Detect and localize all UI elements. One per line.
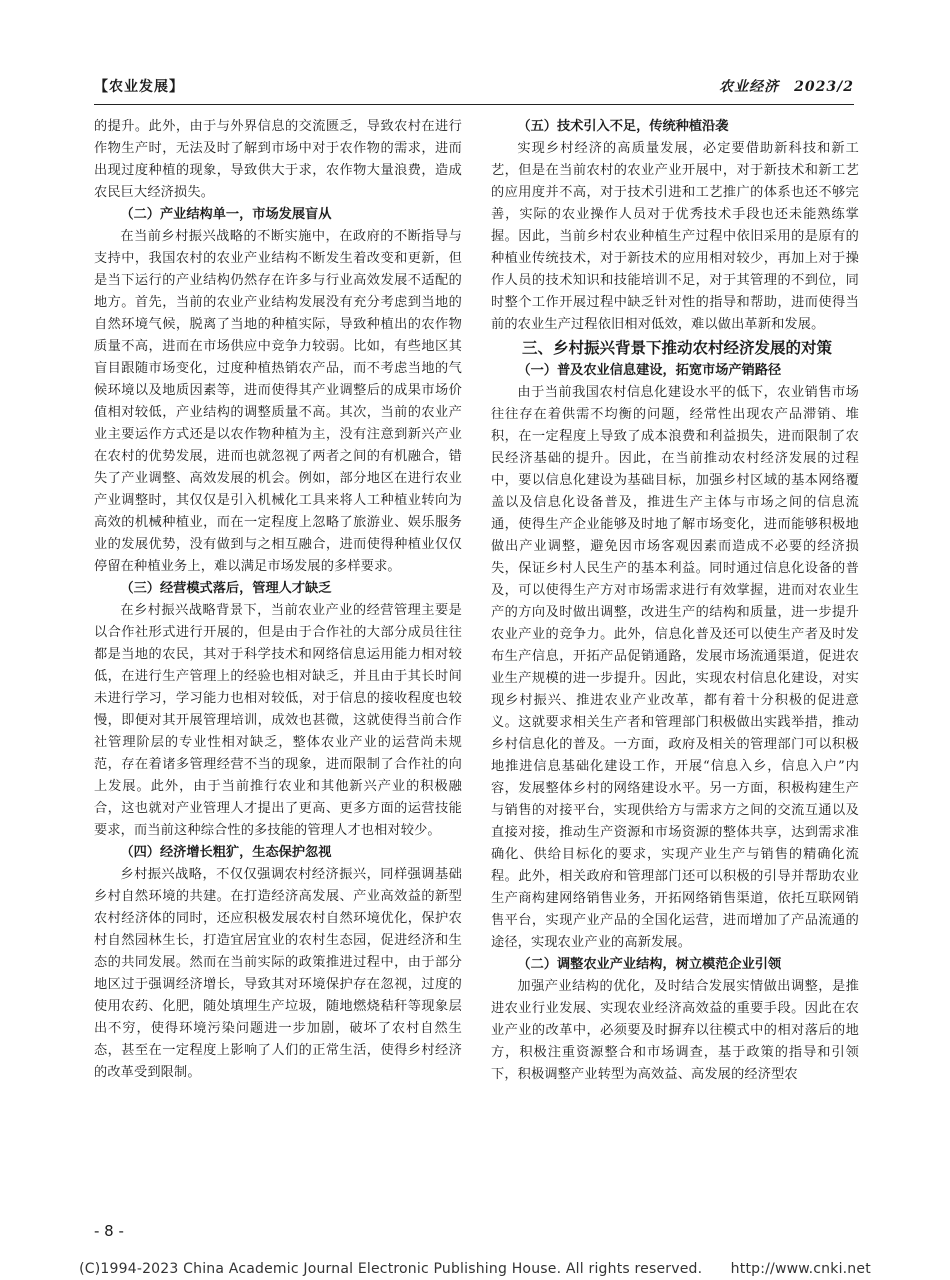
- paragraph: 在当前乡村振兴战略的不断实施中，在政府的不断指导与支持中，我国农村的农业产业结构不断发生着改变和更新，但是当下运行的产业结构仍然存在许多与行业高效发展不适配的地方。首先，当前的农业产业结构发展没有充分考虑到当地的自然环境气候，脱离了当地的种植实际，导致种植出的农作物质量不高，进而在市场供应中竞争力较弱。比如，有些地区其盲目跟随市场变化，过度种植热销农产品，而不考虑当地的气候环境以及地质因素等，进而使得其产业调整后的成果市场价值相对较低，产业结构的调整质量不高。其次，当前的农业产业主要运作方式还是以农作物种植为主，没有注意到新兴产业在农村的优势发展，进而也就忽视了两者之间的有机融合，错失了产业调整、高效发展的机会。例如，部分地区在进行农业产业调整时，其仅仅是引入机械化工具来将人工种植业转向为高效的机械种植业，而在一定程度上忽略了旅游业、娱乐服务业的发展优势，没有做到与之相互融合，进而使得种植业仅仅停留在种植业务上，难以满足市场发展的多样要求。: [94, 229, 462, 574]
- paragraph: 由于当前我国农村信息化建设水平的低下，农业销售市场往往存在着供需不均衡的问题，经常性出现农产品滞销、堆积，在一定程度上导致了成本浪费和利益损失，进而限制了农民经济基础的提升。因此，在当前推动农村经济发展的过程中，要以信息化建设为基础目标，加强乡村区域的基本网络覆盖以及信息化设备普及，推进生产主体与市场之间的信息流通，使得生产企业能够及时地了解市场变化，进而能够积极地做出产业调整，避免因市场客观因素而造成不必要的经济损失，保证乡村人民生产的基本利益。同时通过信息化设备的普及，可以使得生产方对市场需求进行有效掌握，进而对农业生产的方向及时做出调整，改进生产的结构和质量，进一步提升农业产业的竞争力。此外，信息化普及还可以使生产者及时发布生产信息，开拓产品促销通路，发展市场流通渠道，促进农业生产规模的进一步提升。因此，实现农村信息化建设，对实现乡村振兴、推进农业产业改革，都有着十分积极的促进意义。这就要求相关生产者和管理部门积极做出实践举措，推动乡村信息化的普及。一方面，政府及相关的管理部门可以积极地推进信息基础化建设工作，开展“信息入乡，信息入户”内容，发展整体乡村的网络建设水平。另一方面，积极构建生产与销售的对接平台，实现供给方与需求方之间的交流互通以及直接对接，推动生产资源和市场资源的整体共享，达到需求准确化、供给目标化的要求，实现产业生产与销售的精确化流程。此外，相关政府和管理部门还可以积极的引导并帮助农业生产商构建网络销售业务，开拓网络销售渠道，依托互联网销售平台，实现产业产品的全国化运营，进而增加了产品流通的途径，实现农业产业的高新发展。: [491, 385, 859, 950]
- page-number: - 8 -: [94, 1222, 124, 1240]
- header-divider: [94, 104, 854, 105]
- left-column: [94, 116, 462, 1084]
- section-heading: 三、乡村振兴背景下推动农村经济发展的对策: [522, 339, 833, 357]
- right-column: [491, 116, 859, 1086]
- paragraph: 在乡村振兴战略背景下，当前农业产业的经营管理主要是以合作社形式进行开展的，但是由于合作社的大部分成员往往都是当地的农民，其对于科学技术和网络信息运用能力相对较低，在进行生产管理上的经验也相对缺乏，并且由于其长时间未进行学习，学习能力也相对较低，对于信息的接收程度也较慢，即便对其开展管理培训，成效也甚微，这就使得当前合作社管理阶层的专业性相对缺乏，整体农业产业的运营尚未规范，存在着诸多管理经营不当的现象，进而限制了合作社的向上发展。此外，由于当前推行农业和其他新兴产业的积极融合，这也就对产业管理人才提出了更高、更多方面的运营技能要求，而当前这种综合性的多技能的管理人才也相对较少。: [94, 603, 462, 838]
- subsection-heading: （三）经营模式落后，管理人才缺乏: [120, 581, 332, 596]
- copyright-footer: (C)1994-2023 China Academic Journal Electronic Publishing House. All rights reserved. http://www.cnki.net: [79, 1261, 871, 1277]
- subsection-heading: （二）产业结构单一，市场发展盲从: [120, 207, 332, 222]
- subsection-heading: （五）技术引入不足，传统种植沿袭: [517, 119, 729, 134]
- paragraph: 的提升。此外，由于与外界信息的交流匮乏，导致农村在进行作物生产时，无法及时了解到市场中对于农作物的需求，进而出现过度种植的现象，导致供大于求，农作物大量浪费，造成农民巨大经济损失。: [94, 119, 462, 200]
- paragraph: 实现乡村经济的高质量发展，必定要借助新科技和新工艺，但是在当前农村的农业产业开展中，对于新技术和新工艺的应用度并不高，对于技术引进和工艺推广的体系也还不够完善，实际的农业操作人员对于优秀技术手段也还未能熟练掌握。因此，当前乡村农业种植生产过程中依旧采用的是原有的种植业传统技术，对于新技术的应用相对较少，再加上对于操作人员的技术知识和技能培训不足，对于其管理的不到位，同时整个工作开展过程中缺乏针对性的指导和帮助，进而使得当前的农业生产过程依旧相对低效，难以做出革新和发展。: [491, 141, 859, 332]
- journal-issue: 农业经济 2023/2: [719, 79, 854, 95]
- subsection-heading: （一）普及农业信息建设，拓宽市场产销路径: [517, 363, 782, 378]
- paragraph: 乡村振兴战略，不仅仅强调农村经济振兴，同样强调基础乡村自然环境的共建。在打造经济高发展、产业高效益的新型农村经济体的同时，还应积极发展农村自然环境优化，保护农村自然园林生长，打造宜居宜业的农村生态园，促进经济和生态的共同发展。然而在当前实际的政策推进过程中，由于部分地区过于强调经济增长，导致其对环境保护存在忽视，过度的使用农药、化肥，随处填埋生产垃圾，随地燃烧秸秆等现象层出不穷，使得环境污染问题进一步加剧，破坏了农村自然生态，甚至在一定程度上影响了人们的正常生活，使得乡村经济的改革受到限制。: [94, 867, 462, 1080]
- subsection-heading: （四）经济增长粗犷，生态保护忽视: [120, 845, 332, 860]
- subsection-heading: （二）调整农业产业结构，树立模范企业引领: [517, 957, 782, 972]
- paragraph: 加强产业结构的优化，及时结合发展实情做出调整，是推进农业行业发展、实现农业经济高效益的重要手段。因此在农业产业的改革中，必须要及时摒弃以往模式中的相对落后的地方，积极注重资源整合和市场调查，基于政策的指导和引领下，积极调整产业转型为高效益、高发展的经济型农: [491, 979, 859, 1082]
- section-label: 【农业发展】: [94, 79, 184, 95]
